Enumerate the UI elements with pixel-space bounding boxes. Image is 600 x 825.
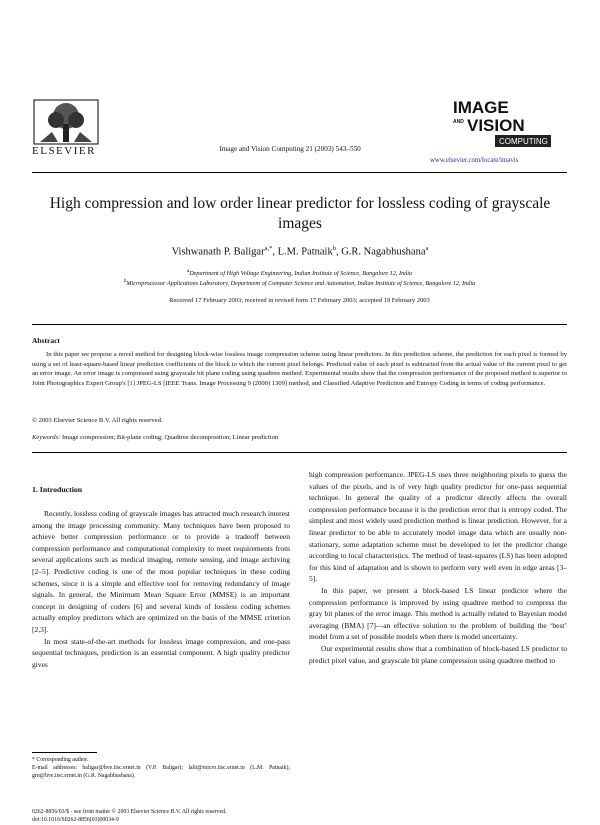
abstract-bottom-rule [32, 452, 567, 453]
journal-logo-word-4: COMPUTING [499, 137, 548, 146]
paragraph: Recently, lossless coding of grayscale images has attracted much research interest among the image processing community. Many techniques have been proposed to achieve better compression performance or to provide a tradeoff between compression performance and computational complexity to meet requirements from several applications such as medical imaging, remote sensing, and image archiving [2–5]. Predictive coding is one of the most popular techniques in these coding schemes, since it is a simple and effective tool for removing redundancy of image signals. In general, the Minimum Mean Square Error (MMSE) is an important concept in designing of coders [6] and several kinds of lossless coding schemes actually employ predictors which are optimized on the basis of the MMSE criterion [2,3]. [32, 509, 290, 634]
footnote-rule [32, 752, 97, 753]
author-name: Vishwanath P. Baligar [171, 246, 265, 258]
journal-logo-word-1: IMAGE [453, 98, 509, 117]
left-column [32, 508, 290, 670]
journal-logo-word-2: AND [453, 119, 464, 125]
affiliation-text: Department of High Voltage Engineering, Indian Institute of Science, Bangalore 12, India [189, 270, 413, 278]
author-name: L.M. Patnaik [277, 246, 333, 258]
journal-url-link[interactable]: www.elsevier.com/locate/imavis [430, 157, 519, 164]
paragraph: In most state-of-the-art methods for lossless image compression, and one-pass sequential techniques, prediction is an essential component. A high quality predictor gives [32, 636, 290, 669]
article-title: High compression and low order linear predictor for lossless coding of grayscale images [49, 195, 551, 232]
issn-line: 0262-8856/03/$ - see front matter © 2003 Elsevier Science B.V. All rights reserved. [32, 809, 227, 815]
author-list: Vishwanath P. Baligar$^{a,*}$, L.M. Patnaik$^b$, G.R. Nagabhushana$^a$ [171, 245, 429, 258]
author-name: G.R. Nagabhushana [341, 246, 426, 258]
affiliation-a [32, 269, 567, 277]
author-sup: a,* [264, 245, 273, 252]
header-rule [32, 172, 567, 173]
footnote [32, 756, 290, 781]
affiliation-sup: a [186, 269, 190, 274]
affiliation-sup: b [123, 279, 127, 284]
journal-reference: Image and Vision Computing 21 (2003) 543–550 [219, 145, 361, 153]
keywords-label: Keywords: [32, 434, 61, 441]
copyright-line: © 2003 Elsevier Science B.V. All rights reserved. [32, 417, 163, 424]
paragraph: Our experimental results show that a combination of block-based LS predictor to predict pixel value, and grayscale bit plane compression using quadtree method to [309, 643, 567, 665]
abstract-text: In this paper we propose a novel method for designing block-wise lossless image compression scheme using linear predictors. In this prediction scheme, the prediction for each pixel is formed by using a set of least-square-based linear prediction coefficients of the block to which the current pixel belongs. Predicted value of each pixel is subtracted from the actual value of the current pixel to get an error image. An error image is compressed using grayscale bit plane coding using quadtree method. Experimental results show that the compression performance of the proposed method is superior to Joint Photographics Expert Group's [1] JPEG-LS [IEEE Trans. Image Processing 9 (2000) 1309] method, and Classified Adaptive Prediction and Entropy Coding in terms of coding performance. [32, 351, 567, 387]
page-footer [32, 808, 226, 824]
affiliation-b [32, 279, 567, 287]
author-sup: b [332, 245, 336, 252]
affiliation-text: Microprocessor Applications Laboratory, Department of Computer Science and Automation, Indian Institute of Science, Bangalore 12, India [126, 280, 476, 288]
corresponding-author-note: * Corresponding author. [32, 757, 89, 763]
journal-logo [445, 97, 555, 149]
keywords [32, 434, 278, 441]
keywords-list: Image compression; Bit-plane coding; Quadtree decomposition; Linear prediction [61, 434, 279, 441]
paragraph: In this paper, we present a block-based LS linear predictor where the compression performance is improved by using quadtree method to compress the gray bit planes of the error image. This method is actually related to Bayesian model averaging (BMA) [7]—an effective solution to the problem of building the ‘best’ model from a set of possible models when there is model uncertainty. [309, 585, 567, 642]
section-heading: 1. Introduction [32, 485, 83, 494]
publisher-name: ELSEVIER [32, 145, 96, 157]
journal-logo-word-3: VISION [467, 116, 525, 135]
doi-line: doi:10.1016/S0262-8856(03)00034-9 [32, 817, 119, 823]
right-column [309, 469, 567, 666]
received-dates: Received 17 February 2003; received in revised form 17 February 2003; accepted 19 February 2003 [169, 297, 430, 304]
abstract-top-rule [32, 324, 567, 325]
email-addresses: E-mail addresses: baligar@hve.iisc.ernet.in (V.P. Baligar); lalit@micro.iisc.ernet.in (L.M. Patnaik); grn@hve.iisc.ernet.in (G.R. Nagabhushana). [32, 765, 290, 780]
abstract-heading: Abstract [32, 336, 60, 345]
paragraph: high compression performance. JPEG-LS uses three neighboring pixels to guess the values of the pixels, and is of very high quality predictor for one-pass sequential technique. In general the quality of a predictor directly affects the overall compression performance because it is the prediction error that is entropy coded. The simplest and most widely used prediction method is linear prediction. However, for a linear predictor to be able to accurately model image data which are usually non-stationary, some adaptation scheme must be developed to let the predictor change according to local characteristics. The method of least-squares (LS) has been adopted for this kind of adaptation and is shown to perform very well even in edge areas [3–5]. [309, 470, 567, 584]
author-sup: a [425, 245, 429, 252]
